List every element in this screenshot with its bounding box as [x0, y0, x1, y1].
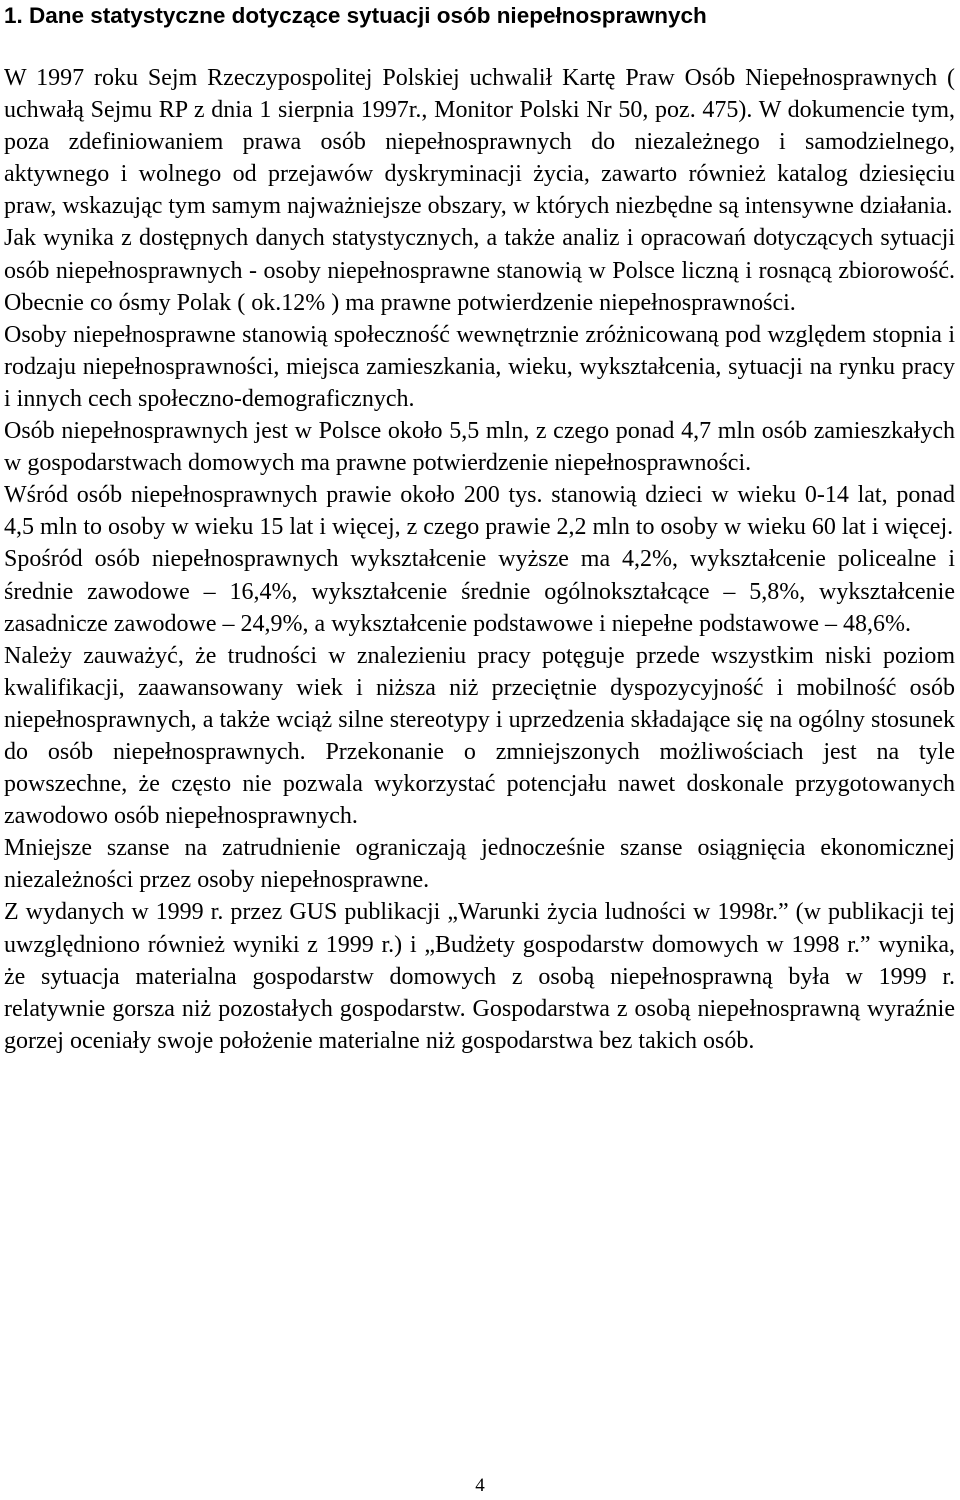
section-heading: 1. Dane statystyczne dotyczące sytuacji osób niepełnosprawnych	[4, 3, 707, 28]
body-text	[4, 62, 955, 1057]
paragraph-dane-statystyczne: Jak wynika z dostępnych danych statystycznych, a także analiz i opracowań dotyczących sytuacji osób niepełnosprawnych - osoby niepełnosprawne stanowią w Polsce liczną i rosnącą zbiorowość. Obecnie co ósmy Polak ( ok.12% ) ma prawne potwierdzenie niepełnosprawności.	[4, 225, 955, 316]
paragraph-publikacje-gus: Z wydanych w 1999 r. przez GUS publikacji „Warunki życia ludności w 1998r.” (w publikacji tej uwzględniono również wyniki z 1999 r.) i „Budżety gospodarstw domowych w 1998 r.” wynika, że sytuacja materialna gospodarstw domowych z osobą niepełnosprawną była w 1999 r. relatywnie gorsza niż pozostałych gospodarstw. Gospodarstwa z osobą niepełnosprawną wyraźnie gorzej oceniały swoje położenie materialne niż gospodarstwa bez takich osób.	[4, 899, 955, 1054]
page-number: 4	[475, 1475, 485, 1496]
paragraph-wyksztalcenie: Spośród osób niepełnosprawnych wykształcenie wyższe ma 4,2%, wykształcenie policealne i średnie zawodowe – 16,4%, wykształcenie średnie ogólnokształcące – 5,8%, wykształcenie zasadnicze zawodowe – 24,9%, a wykształcenie podstawowe i niepełne podstawowe – 48,6%.	[4, 546, 955, 637]
paragraph-zroznicowanie: Osoby niepełnosprawne stanowią społeczność wewnętrznie zróżnicowaną pod względem stopnia i rodzaju niepełnosprawności, miejsca zamieszkania, wieku, wykształcenia, sytuacji na rynku pracy i innych cech społeczno-demograficznych.	[4, 321, 955, 412]
paragraph-karta-praw: W 1997 roku Sejm Rzeczypospolitej Polskiej uchwalił Kartę Praw Osób Niepełnosprawnych ( uchwałą Sejmu RP z dnia 1 sierpnia 1997r., Monitor Polski Nr 50, poz. 475). W dokumencie tym, poza zdefiniowaniem prawa osób niepełnosprawnych do niezależnego i samodzielnego, aktywnego i wolnego od przejawów dyskryminacji życia, zawarto również katalog dziesięciu praw, wskazując tym samym najważniejsze obszary, w których niezbędne są intensywne działania.	[4, 65, 955, 220]
paragraph-trudnosci-pracy: Należy zauważyć, że trudności w znalezieniu pracy potęguje przede wszystkim niski poziom kwalifikacji, zaawansowany wiek i niższa niż przeciętnie dyspozycyjność i mobilność osób niepełnosprawnych, a także wciąż silne stereotypy i uprzedzenia składające się na ogólny stosunek do osób niepełnosprawnych. Przekonanie o zmniejszonych możliwościach jest na tyle powszechne, że często nie pozwala wykorzystać potencjału nawet doskonale przygotowanych zawodowo osób niepełnosprawnych.	[4, 642, 955, 830]
paragraph-struktura-wieku: Wśród osób niepełnosprawnych prawie około 200 tys. stanowią dzieci w wieku 0-14 lat, ponad 4,5 mln to osoby w wieku 15 lat i więcej, z czego prawie 2,2 mln to osoby w wieku 60 lat i więcej.	[4, 482, 955, 541]
paragraph-szanse-zatrudnienia: Mniejsze szanse na zatrudnienie ograniczają jednocześnie szanse osiągnięcia ekonomicznej niezależności przez osoby niepełnosprawne.	[4, 835, 955, 894]
paragraph-liczba-osob: Osób niepełnosprawnych jest w Polsce około 5,5 mln, z czego ponad 4,7 mln osób zamieszkałych w gospodarstwach domowych ma prawne potwierdzenie niepełnosprawności.	[4, 418, 955, 477]
